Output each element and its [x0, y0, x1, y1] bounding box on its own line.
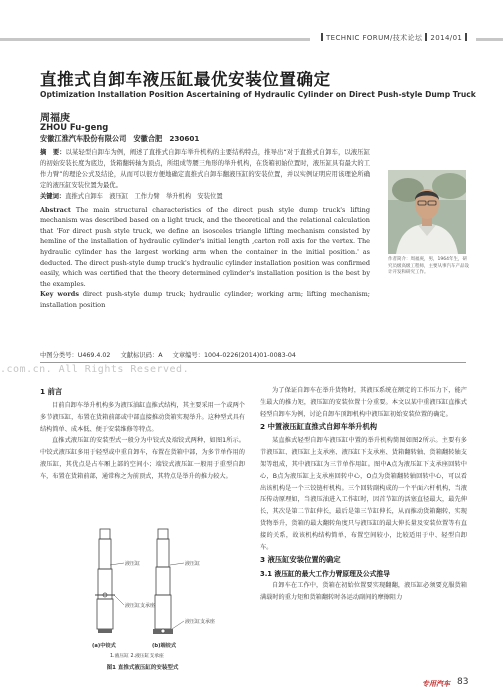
author-bio: 作者简介：周福庚，男，1964年生，研究员级高级工程师，主要从事汽车产品设计开发和研究工作。: [388, 257, 469, 276]
callout-cylinder-b: 液压缸: [185, 561, 201, 567]
abstract-label-en: Abstract: [40, 205, 71, 214]
figure-label-b: (b)端铰式: [152, 643, 177, 649]
keywords-en: direct push-style dump truck; hydraulic cylinder; working arm; lifting mechanism; installation position: [40, 290, 370, 309]
subsection-heading-3-1: 3.1 液压缸的最大工作力臂原理及公式推导: [260, 570, 390, 579]
abstract-text-en: The main structural characteristics of the direct push style dump truck's lifting mechanism was described based on a light truck, and the theoretical and the relational calculation that 'For direct push style truck, we define an isosceles triangle lifting mechanism consisted by hemline of the installation of hydraulic cylinder's initial length ,carton roll axis for the vertex. The hydraulic cylinder has the largest working arm when the container in the initial position.' as deducted. The direct push-style dump truck's hydraulic cylinder installation position was confirmed easily, which was certified that the theory determined cylinder's installation position is the best by the examples.: [40, 205, 370, 288]
paragraph: 为了保证自卸车在举升货物时，其液压系统在额定的工作压力下，能产生最大的推力矩，液压缸的安装位置十分重要。本文以某中重液压缸直推式轻型自卸车为例，讨论自卸车顶卸机构中液压缸初始安装位置的确定。: [260, 387, 467, 418]
callout-cylinder-a: 液压缸: [125, 561, 141, 567]
figure-note: 1.液压缸 2.液压缸支承座: [110, 654, 164, 659]
keywords-label-en: Key words: [40, 290, 79, 299]
callout-support-b: 液压缸支承座: [185, 619, 216, 625]
paragraph: 直推式液压缸的安装型式一般分为中铰式及端铰式两种，如图1所示。中铰式液压缸多用于轻型或中重自卸车，布置在货箱中部，为多节单作用的液压缸，其优点是占车厢上部的空间小；端铰式液压缸一般用于重型自卸车，布置在货箱前部，通常称之为前顶式，其特点是举升的推力较大。: [40, 437, 245, 480]
article-number: 文章编号：1004-0226(2014)01-0083-04: [172, 352, 296, 359]
keywords-cn: 直推式自卸车 液压缸 工作力臂 举升机构 安装位置: [65, 192, 223, 200]
header-rule-left: [0, 38, 310, 41]
header-marker: [321, 33, 323, 41]
journal-name: TECHNIC FORUM/技术论坛: [326, 34, 423, 42]
author-photo-image: [388, 170, 466, 254]
callout-support-a: 液压缸支承座: [125, 603, 156, 609]
journal-header: [318, 33, 470, 43]
issue-label: 2014/01: [430, 34, 463, 42]
cylinder-b: [153, 529, 173, 634]
divider: [40, 362, 466, 363]
paragraph: 自卸车在工作中，货箱在初始位置要实现翻翻，液压缸必须要克服货箱满载时的重力矩和货箱翻转时各运动副间的摩擦阻力: [260, 582, 467, 602]
header-marker: [425, 33, 427, 41]
author-name-cn: 周福庚: [40, 113, 70, 124]
article-meta: [40, 350, 296, 359]
paragraph: 目前自卸车举升机构多为液压油缸直推式结构，其主要采用一个或两个多节液压缸，布置在货箱前部或中部直接推动货箱实现举升。这种型式具有结构简单、成本低、便于安装维修等特点。: [40, 402, 245, 433]
document-code: 文献标识码：A: [120, 352, 163, 359]
abstract-label-cn: 摘 要：: [40, 149, 66, 156]
page-number: 83: [457, 677, 469, 687]
copyright-watermark: .com.cn. All Rights Reserved.: [0, 364, 190, 375]
section-heading-1: 1 前言: [40, 387, 63, 396]
affiliation: 安徽江淮汽车股份有限公司 安徽合肥 230601: [40, 134, 200, 143]
header-rule-right: [476, 38, 503, 41]
journal-logo: 专用汽车: [422, 680, 450, 687]
article-title-en: Optimization Installation Position Ascertaining of Hydraulic Cylinder on Direct Push-style Dump Truck: [40, 90, 476, 99]
figure-1-drawing: [80, 525, 230, 663]
clc-number: 中图分类号：U469.4.02: [40, 352, 111, 359]
cylinder-a: [95, 529, 115, 633]
abstract-cn: [40, 148, 370, 203]
abstract-text-cn: 以某轻型自卸车为例，阐述了直推式自卸车举升机构的主要结构特点，推导出“对于直推式自卸车，以液压缸的初始安装长度为底边，货箱翻转轴为顶点，所组成等腰三角形的举升机构，在货箱初始位置时，液压缸具有最大的工作力臂”的理论公式及结论，从而可以很方便地确定直推式自卸车翻液压缸的安装位置，并以实例证明应用该理论所确定的液压缸安装位置为最优。: [40, 149, 371, 189]
right-column: [260, 385, 467, 604]
figure-caption: 图1 直推式液压缸的安装型式: [106, 665, 179, 671]
section-heading-2: 2 中置液压缸直推式自卸车举升机构: [260, 422, 378, 432]
left-column: [40, 385, 245, 483]
author-name-en: ZHOU Fu-geng: [40, 122, 109, 132]
figure-label-a: (a)中铰式: [92, 643, 116, 649]
abstract-en: [40, 205, 370, 311]
author-photo: [388, 170, 466, 254]
header-marker: [465, 33, 467, 41]
paragraph: 某直推式轻型自卸车液压缸中置的举升机构简图如图2所示。主要有多节液压缸、液压缸上支承座、液压缸下支承座、货箱翻转轴、货箱翻转轴支架等组成，其中液压缸为三节单作用缸。图中A点为液压缸下支承座回转中心，B点为液压缸上支承座回转中心，O点为货箱翻转轴回转中心，可以看出该机构是一个三铰链杆机构。三个回转副构成的一个平面六杆机构，当液压传动原理如，当液压油进入工作缸时，因首节缸的活塞直径最大，最先伸长，其次是第二节缸伸长，最后是第三节缸伸长，从而推动货箱翻转，实现货物举升，货箱的最大翻转角度只与液压缸的最大伸长量及安装位置等有直接的关系，故该机构结构简单，布置空间较小，比较适用于中、轻型自卸车。: [260, 437, 467, 551]
keywords-label-cn: 关键词：: [40, 192, 66, 200]
figure-1: [80, 525, 230, 663]
article-title-cn: 直推式自卸车液压缸最优安装位置确定: [40, 70, 331, 89]
section-heading-3: 3 液压缸安装位置的确定: [260, 555, 341, 565]
